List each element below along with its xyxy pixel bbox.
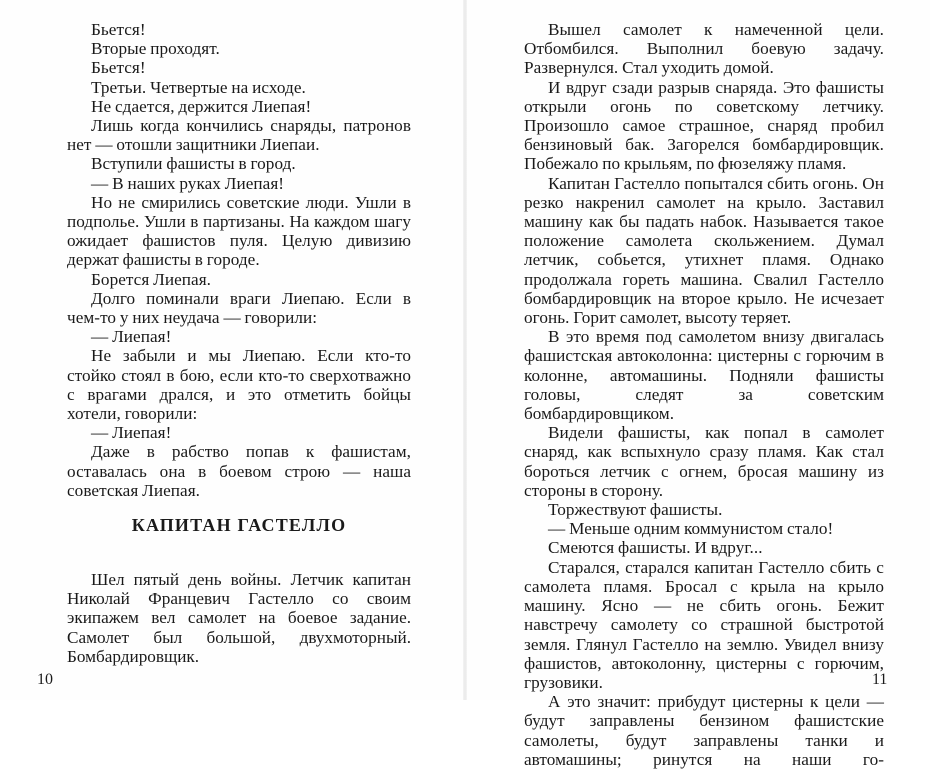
paragraph: Но не смирились советские люди. Ушли в подполье. Ушли в партизаны. На каждом шагу ожидает фашистов пуля. Целую дивизию держат фашисты в городе.: [67, 192, 411, 270]
chapter-opening-paragraph: [67, 570, 411, 666]
paragraph: Вторые проходят.: [91, 39, 220, 59]
paragraph: Не сдается, держится Лиепая!: [91, 96, 312, 116]
paragraph: Старался, старался капитан Гастелло сбить с самолета пламя. Бросал с крыла на крыло машину. Ясно — не сбить огонь. Бежит навстречу самолету со страшной быстротой земля. Глянул Гастелло на землю. Увидел внизу фашистов, автоколонну, цистерны с горючим, грузовики.: [524, 557, 884, 692]
paragraph: А это значит: прибудут цистерны к цели — будут заправлены бензином фашистские самолеты, будут заправлены танки и автомашины; ринутся на наши го-: [524, 692, 884, 769]
paragraph: Третьи. Четвертые на исходе.: [91, 77, 306, 97]
right-page: [467, 0, 930, 769]
chapter-heading: КАПИТАН ГАСТЕЛЛО: [131, 515, 347, 535]
paragraph: — Меньше одним коммунистом стало!: [548, 519, 834, 539]
paragraph: И вдруг сзади разрыв снаряда. Это фашисты открыли огонь по советскому летчику. Произошло самое страшное, снаряд пробил бензиновый бак. Загорелся бомбардировщик. Побежало по крыльям, по фюзеляжу пламя.: [524, 77, 884, 174]
paragraph: — Лиепая!: [91, 423, 172, 443]
paragraph: Бьется!: [91, 58, 146, 78]
paragraph: Борется Лиепая.: [91, 269, 212, 289]
left-page: [0, 0, 463, 700]
paragraph: В это время под самолетом внизу двигалась фашистская автоколонна: цистерны с горючим в колонне, автомашины. Подняли фашисты головы, следят за советским бомбардировщиком.: [524, 327, 884, 424]
paragraph: Видели фашисты, как попал в самолет снаряд, как вспыхнуло сразу пламя. Как стал бороться летчик с огнем, бросая машину из стороны в сторону.: [524, 423, 884, 500]
paragraph: Даже в рабство попав к фашистам, оставалась она в боевом строю — наша советская Лиепая.: [67, 442, 411, 500]
paragraph: Вступили фашисты в город.: [91, 154, 296, 174]
paragraph: Смеются фашисты. И вдруг...: [548, 538, 763, 558]
paragraph: Шел пятый день войны. Летчик капитан Николай Францевич Гастелло со своим экипажем вел самолет на боевое задание. Самолет был большой, двухмоторный. Бомбардировщик.: [67, 570, 411, 666]
right-page-text: [524, 20, 884, 769]
page-number: 11: [872, 671, 888, 688]
left-page-text: [67, 20, 411, 500]
paragraph: Капитан Гастелло попытался сбить огонь. Он резко накренил самолет на крыло. Заставил машину как бы падать набок. Называется такое положение самолета скольжением. Думал летчик, собьется, утихнет пламя. Однако продолжала гореть машина. Свалил Гастелло бомбардировщик на второе крыло. Не исчезает огонь. Горит самолет, высоту теряет.: [524, 173, 884, 328]
paragraph: Долго поминали враги Лиепаю. Если в чем-то у них неудача — говорили:: [67, 288, 411, 328]
paragraph: Лишь когда кончились снаряды, патронов нет — отошли защитники Лиепаи.: [67, 116, 411, 155]
paragraph: Вышел самолет к намеченной цели. Отбомбился. Выполнил боевую задачу. Развернулся. Стал уходить домой.: [524, 20, 884, 78]
paragraph: — В наших руках Лиепая!: [91, 173, 285, 193]
paragraph: Бьется!: [91, 20, 146, 39]
paragraph: Торжествуют фашисты.: [548, 500, 723, 520]
page-number: 10: [37, 671, 53, 688]
paragraph: — Лиепая!: [91, 327, 172, 347]
paragraph: Не забыли и мы Лиепаю. Если кто-то стойко стоял в бою, если кто-то сверхотважно с врагами дрался, и это отметить бойцы хотели, говорили:: [67, 346, 411, 424]
